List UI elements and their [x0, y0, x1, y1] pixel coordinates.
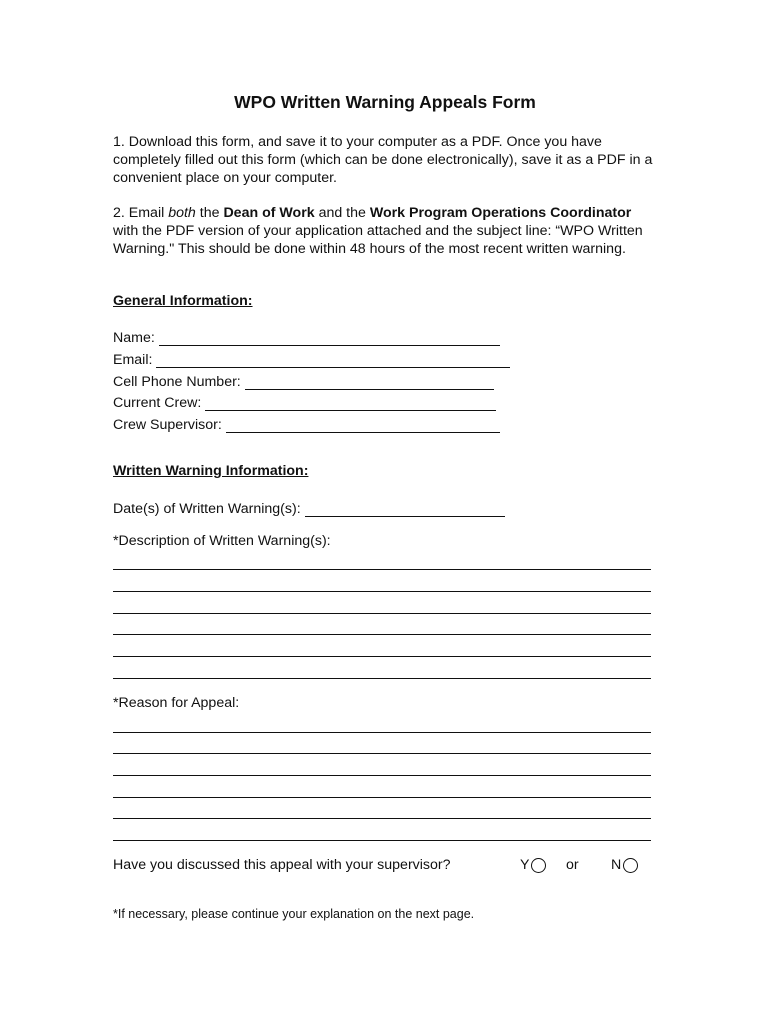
crew-blank[interactable]: [205, 396, 496, 411]
name-field[interactable]: [113, 328, 500, 346]
warning-info-heading: Written Warning Information:: [113, 463, 309, 479]
reason-label: *Reason for Appeal:: [113, 695, 240, 711]
phone-blank[interactable]: [245, 375, 494, 390]
description-line[interactable]: [113, 591, 651, 592]
description-label: *Description of Written Warning(s):: [113, 533, 331, 549]
name-label: Name:: [113, 330, 155, 346]
or-text: [566, 857, 579, 873]
supervisor-field[interactable]: [113, 415, 500, 433]
step2-rest: with the PDF version of your application attached and the subject line: “WPO Written Warning." This should be done within 48 hours of the most recent written warning.: [113, 223, 643, 257]
instruction-step-2: [113, 204, 653, 258]
step2-intro: 2. Email: [113, 205, 169, 221]
name-blank[interactable]: [159, 331, 500, 346]
reason-line[interactable]: [113, 818, 651, 819]
email-blank[interactable]: [156, 353, 510, 368]
description-line[interactable]: [113, 613, 651, 614]
step2-the: the: [195, 205, 224, 221]
yes-radio[interactable]: [531, 858, 546, 873]
dates-label: Date(s) of Written Warning(s):: [113, 501, 301, 517]
phone-field[interactable]: [113, 372, 494, 390]
phone-label: Cell Phone Number:: [113, 374, 241, 390]
crew-field[interactable]: [113, 393, 496, 411]
no-radio[interactable]: [623, 858, 638, 873]
description-line[interactable]: [113, 634, 651, 635]
no-option[interactable]: [611, 857, 638, 873]
description-line[interactable]: [113, 656, 651, 657]
reason-line[interactable]: [113, 732, 651, 733]
description-line[interactable]: [113, 569, 651, 570]
supervisor-label: Crew Supervisor:: [113, 417, 222, 433]
no-label: N: [611, 857, 622, 873]
or-label: or: [566, 857, 579, 873]
email-label: Email:: [113, 352, 153, 368]
step2-both: both: [168, 205, 196, 221]
general-info-heading: General Information:: [113, 293, 253, 309]
description-line[interactable]: [113, 678, 651, 679]
yes-option[interactable]: [520, 857, 546, 873]
step2-and: and the: [314, 205, 370, 221]
supervisor-blank[interactable]: [226, 418, 500, 433]
supervisor-question: Have you discussed this appeal with your supervisor?: [113, 857, 451, 873]
email-field[interactable]: [113, 350, 510, 368]
form-title: WPO Written Warning Appeals Form: [234, 92, 536, 112]
footnote: *If necessary, please continue your explanation on the next page.: [113, 907, 475, 921]
crew-label: Current Crew:: [113, 395, 202, 411]
yes-label: Y: [520, 857, 530, 873]
reason-line[interactable]: [113, 840, 651, 841]
reason-line[interactable]: [113, 775, 651, 776]
instruction-step-1: 1. Download this form, and save it to your computer as a PDF. Once you have completely filled out this form (which can be done electronically), save it as a PDF in a convenient place on your computer.: [113, 134, 653, 186]
dates-blank[interactable]: [305, 502, 505, 517]
dates-field[interactable]: [113, 499, 505, 517]
reason-line[interactable]: [113, 753, 651, 754]
reason-line[interactable]: [113, 797, 651, 798]
step2-coordinator: Work Program Operations Coordinator: [369, 205, 632, 221]
step2-dean-of-work: Dean of Work: [223, 205, 315, 221]
